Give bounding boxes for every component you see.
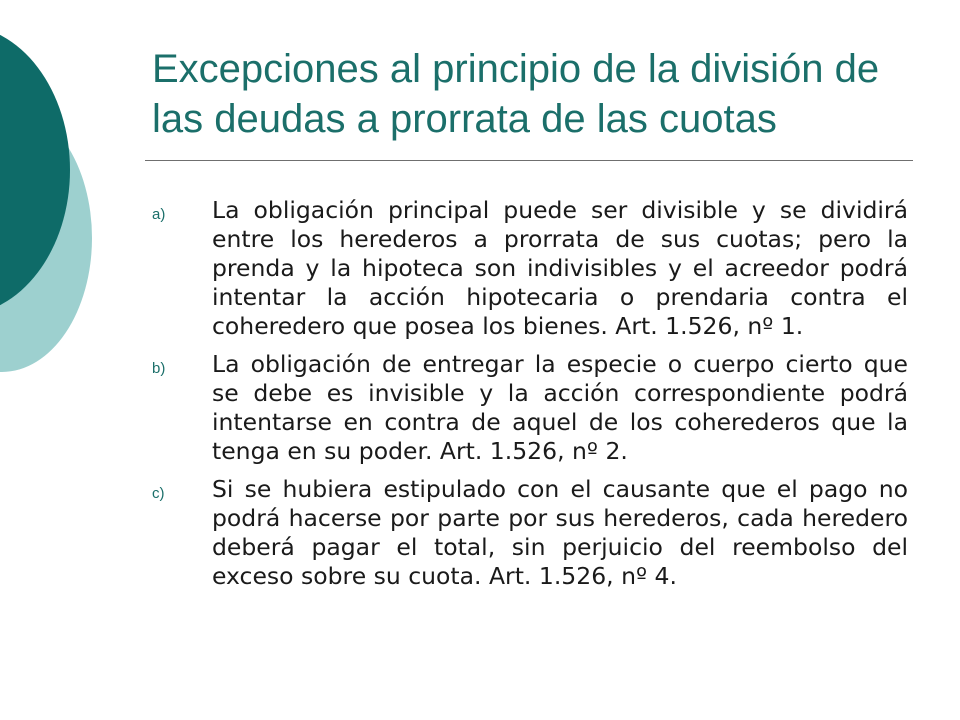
item-text: Si se hubiera estipulado con el causante que el pago no podrá hacerse por parte por sus herederos, cada heredero deberá pagar el total, sin perjuicio del reembolso del exceso sobre su cuota. Art. 1.526, nº 4. [212, 475, 908, 590]
list-item-c [152, 475, 908, 591]
item-marker: b) [152, 360, 166, 377]
light-teal-circle [0, 104, 92, 372]
title-divider [145, 160, 913, 161]
slide-title: Excepciones al principio de la división de las deudas a prorrata de las cuotas [152, 47, 880, 141]
item-text: La obligación principal puede ser divisible y se dividirá entre los herederos a prorrata de sus cuotas; pero la prenda y la hipoteca son indivisibles y el acreedor podrá intentar la acción hipotecaria o prendaria contra el coheredero que posea los bienes. Art. 1.526, nº 1. [212, 196, 908, 340]
list-item-a [152, 196, 908, 341]
item-marker: c) [152, 485, 165, 502]
dark-teal-circle [0, 25, 70, 315]
list-item-b [152, 350, 908, 466]
item-list [152, 196, 908, 600]
item-marker: a) [152, 206, 166, 223]
item-text: La obligación de entregar la especie o cuerpo cierto que se debe es invisible y la acción correspondiente podrá intentarse en contra de aquel de los coherederos que la tenga en su poder. Art. 1.526, nº 2. [212, 350, 908, 465]
